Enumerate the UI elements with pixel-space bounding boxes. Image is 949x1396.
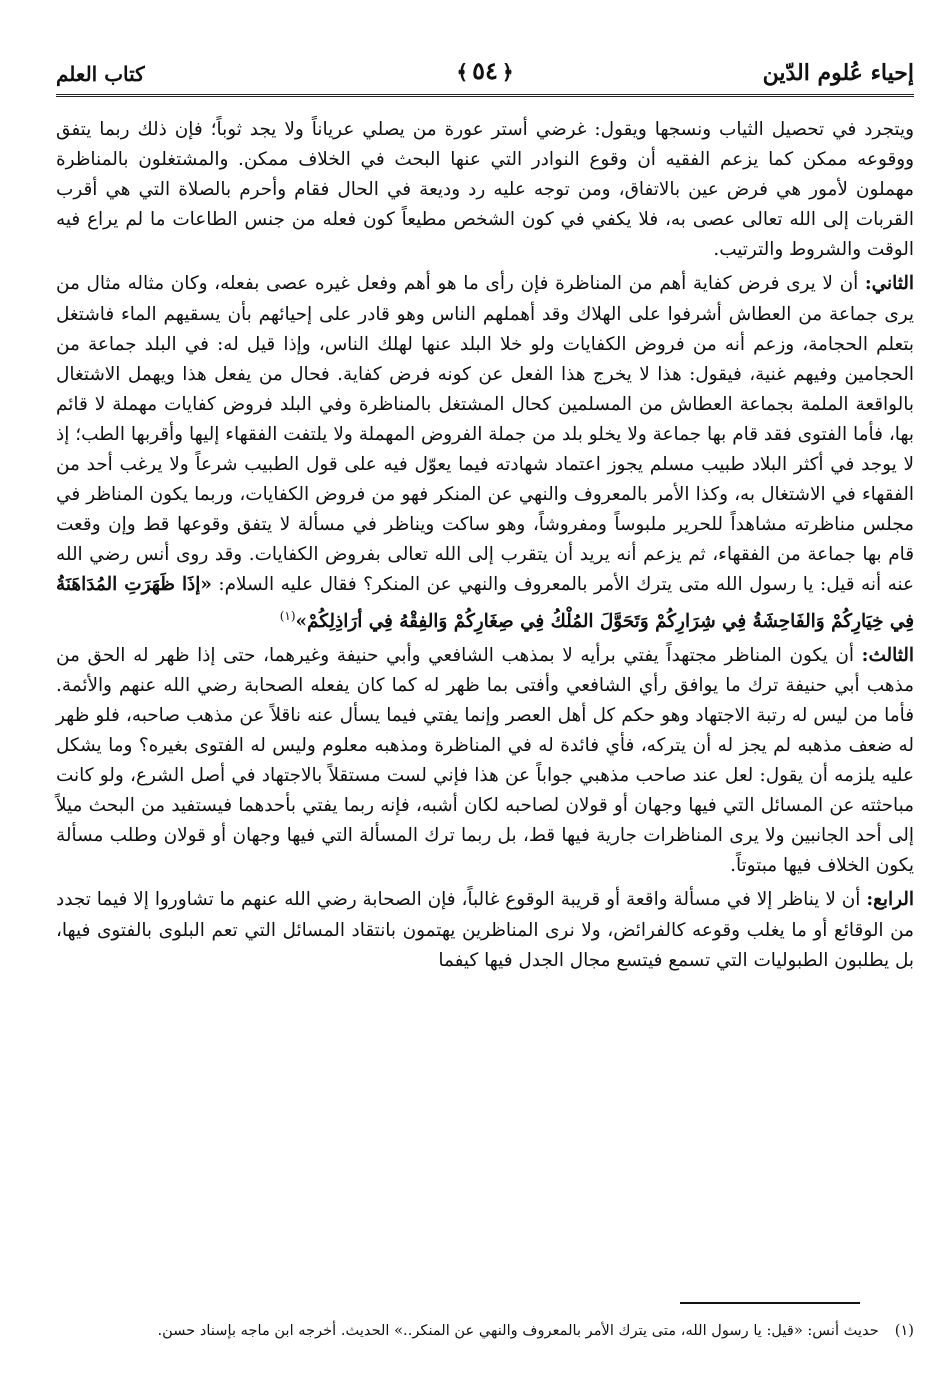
paragraph-text: أن لا يناظر إلا في مسألة واقعة أو قريبة الوقوع غالباً، فإن الصحابة رضي الله عنهم ما تشاوروا إلا فيما تجدد من الوقائع أو ما يغلب وقوعه كالفرائض، ولا نرى المناظرين يهتمون بانتقاد المسائل التي تعم البلوى بالفتوى فيها، بل يطلبون الطبوليات التي تسمع فيتسع مجال الجدل فيها كيفما <box>56 889 914 971</box>
paragraph-fourth <box>56 885 914 975</box>
paragraph-third <box>56 641 914 882</box>
book-title: إحياء عُلوم الدّين <box>762 60 914 86</box>
section-title: كتاب العلم <box>56 62 145 86</box>
hadith-quote: «إذَا ظَهَرَتِ المُدَاهَنَةُ فِي خِيَارِكُمْ وَالفَاحِشَةُ فِي شِرَارِكُمْ وَتَحَوَّلَ المُلْكُ فِي صِغَارِكُمْ وَالفِقْهُ فِي أرَاذِلِكُمْ» <box>56 574 914 632</box>
paragraph-text: أن يكون المناظر مجتهداً يفتي برأيه لا بمذهب الشافعي وأبي حنيفة وغيرهما، حتى إذا ظهر له الحق من مذهب أبي حنيفة ترك ما يوافق رأي الشافعي وأفتى بما ظهر له كما كان يفعله الصحابة رضي الله عنهم والأئمة. فأما من ليس له رتبة الاجتهاد وهو حكم كل أهل العصر وإنما يفتي فيما يسأل عنه ناقلاً عن مذهب صاحبه، فلو ظهر له ضعف مذهبه لم يجز له أن يتركه، فأي فائدة له في المناظرة ومذهبه معلوم وليس له الفتوى بغيره؟ وما يشكل عليه يلزمه أن يقول: لعل عند صاحب مذهبي جواباً عن هذا فإني لست مستقلاً بالاجتهاد في أصل الشرع، ولو كانت مباحثته عن المسائل التي فيها وجهان أو قولان لصاحبه لكان أشبه، فإنه ربما يفتي بأحدهما فيستفيد من البحث ميلاً إلى أحد الجانبين ولا يرى المناظرات جارية فيها قط، بل ربما ترك المسألة التي فيها وجهان أو قولان وطلب مسألة يكون الخلاف فيها مبتوتاً. <box>56 644 914 877</box>
paragraph-lead: الثالث: <box>861 644 914 666</box>
ornament-right: ﴾ <box>456 60 469 84</box>
main-text <box>56 115 914 976</box>
page-number <box>452 56 517 85</box>
paragraph-lead: الرابع: <box>866 889 914 911</box>
footnote-ref[interactable]: (١) <box>279 608 296 623</box>
paragraph-lead: الثاني: <box>864 273 914 295</box>
page-header <box>56 50 914 97</box>
book-page <box>56 50 914 980</box>
footnote-text: حديث أنس: «قيل: يا رسول الله، متى يترك الأمر بالمعروف والنهي عن المنكر..» الحديث. أخرجه ابن ماجه بإسناد حسن. <box>157 1322 879 1339</box>
paragraph-text: أن لا يرى فرض كفاية أهم من المناظرة فإن رأى ما هو أهم وفعل غيره عصى بفعله، وكان مثاله مثال من يرى جماعة من العطاش أشرفوا على الهلاك وقد أهملهم الناس وهو قادر على إحيائهم بأن يسقيهم الماء فاشتغل بتعلم الحجامة، وزعم أنه من فروض الكفايات ولو خلا البلد عنها لهلك الناس، وإذا قيل له: في البلد جماعة من الحجامين وفيهم غنية، فيقول: هذا لا يخرج هذا الفعل عن كونه فرض كفاية. فحال من يفعل هذا ويهمل الاشتغال بالواقعة الملمة بجماعة العطاش من المسلمين كحال المشتغل بالمناظرة وفي البلد فروض كفايات مهملة لا قائم بها، فأما الفتوى فقد قام بها جماعة ولا يخلو بلد من جملة الفروض المهملة ولا يلتفت الفقهاء إليها وأقربها الطب؛ إذ لا يوجد في أكثر البلاد طبيب مسلم يجوز اعتماد شهادته فيما يعوّل فيه على قول الطبيب شرعاً ولا يرغب أحد من الفقهاء في الاشتغال به، وكذا الأمر بالمعروف والنهي عن المنكر فهو من فروض الكفايات، وربما يكون المناظر في مجلس مناظرته مشاهداً للحرير ملبوساً ومفروشاً، وهو ساكت ويناظر في مسألة لا يتفق وقوعها قط وإن وقعت قام بها جماعة من الفقهاء، ثم يزعم أنه يريد أن يتقرب إلى الله تعالى بفروض الكفايات. وقد روى أنس رضي الله عنه أنه قيل: يا رسول الله متى يترك الأمر بالمعروف والنهي عن المنكر؟ فقال عليه السلام: <box>56 273 915 596</box>
paragraph-text: ويتجرد في تحصيل الثياب ونسجها ويقول: غرضي أستر عورة من يصلي عرياناً ولا يجد ثوباً؛ فإن ذلك ربما يتفق ووقوعه ممكن كما يزعم الفقيه أن وقوع النوادر التي عنها البحث في الخلاف ممكن. والمشتغلون بالمناظرة مهملون لأمور هي فرض عين بالاتفاق، ومن توجه عليه رد وديعة في الحال فقام وأحرم بالصلاة التي هي أقرب القربات إلى الله تعالى عصى به، فلا يكفي في كون الشخص مطيعاً كون فعله من جنس الطاعات ما لم يراع فيه الوقت والشروط والترتيب. <box>56 119 914 261</box>
ornament-left: ﴿ <box>501 60 514 84</box>
paragraph-intro <box>56 115 914 265</box>
paragraph-second <box>56 269 914 636</box>
footnote-number: (١) <box>894 1322 914 1339</box>
page-number-value: ٥٤ <box>472 56 498 85</box>
footnote-divider <box>680 1302 860 1304</box>
footnote <box>40 1318 914 1344</box>
